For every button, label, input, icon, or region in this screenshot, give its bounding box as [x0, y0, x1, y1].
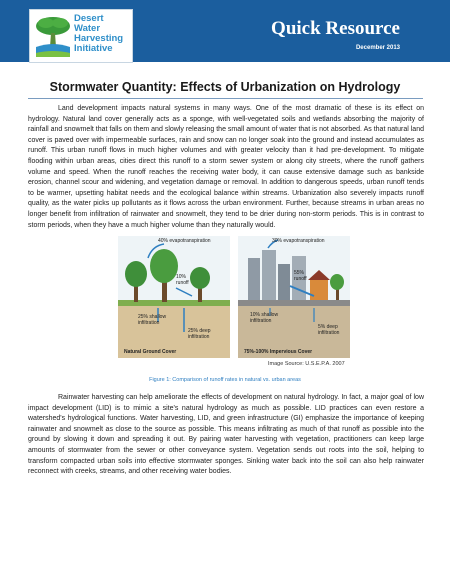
urban-panel — [238, 236, 350, 358]
urban-shallow-word: infiltration — [250, 318, 272, 324]
urban-deep-word: infiltration — [318, 330, 340, 336]
natural-shallow-word: infiltration — [138, 320, 160, 326]
natural-cover-label: Natural Ground Cover — [124, 349, 177, 355]
natural-panel — [118, 236, 230, 358]
logo-line: Harvesting — [74, 33, 124, 44]
logo — [29, 9, 133, 63]
natural-evapotranspiration-label: 40% evapotranspiration — [158, 238, 211, 244]
urban-deep-pct: 5% deep — [318, 324, 338, 330]
logo-line: Desert — [74, 13, 104, 24]
body-paragraph-1: Land development impacts natural systems in many ways. One of the most dramatic of these is its effect on hydrology. Natural land cover generally acts as a sponge, with well-vegetated soils and wetlands absorbing the majority of rainfall and snowmelt that falls on them and slowly releasing the small amount of water that is not absorbed. As that natural land cover is paved over with impermeable surfaces, rain and snow can no longer soak into the ground and instead accumulates as runoff. This urban runoff flows in much higher volumes and with greater velocity than it had pre-development. To mitigate flooding within urban areas, cities direct this runoff to a storm sewer system or along city streets, where the runoff gathers volume and speed. When the runoff reaches the receiving water body, it can cause extensive damage such as bankside erosion, channel scour and widening, and vegetation damage or removal. In addition to dangerous speeds, urban runoff tends to be warmer, upsetting habitat needs and the ecological balance within streams. Urbanization also severely impacts runoff quality, as the water picks up pollutants as it flows across the urban environment. Further, because streams in urban areas no longer benefit from infiltration of rainwater and snowmelt, they tend to be drier during non-storm periods. This is in contrast to storm periods, when they have a much higher volume than they naturally would. — [28, 105, 424, 229]
urban-runoff-word: runoff — [294, 276, 307, 282]
header-date: December 2013 — [355, 45, 400, 51]
natural-shallow-pct: 25% shallow — [138, 314, 167, 320]
urban-shallow-pct: 10% shallow — [250, 312, 279, 318]
logo-line: Water — [74, 23, 101, 34]
building-icon — [278, 264, 290, 300]
logo-text — [74, 14, 132, 54]
logo-line: Initiative — [74, 43, 113, 54]
natural-runoff-pct: 10% — [176, 274, 187, 280]
body-paragraph-2: Rainwater harvesting can help ameliorate the effects of development on natural hydrology. In fact, a major goal of low impact development (LID) is to mimic a site's natural hydrology as much as possible. LID practices can even restore a watershed's hydrological functions. Water harvesting, LID, and green infrastructure (GI) emphasize the importance of keeping rainwater and snowmelt as close to the source as possible. This means infiltrating as much of that runoff as possible into the ground by slowing it down and spreading it out. By pairing water harvesting with vegetation, practitioners can keep large amounts of stormwater from the sewer or other conveyance system. Vegetation sends out roots into the soil, helping to transform compacted urban soils into effective stormwater sponges. Sinking water back into the soil can also help rainwater reconnect with creeks, streams, and other receiving water bodies. — [28, 394, 424, 476]
urban-runoff-pct: 55% — [294, 270, 305, 276]
natural-deep-pct: 25% deep — [188, 328, 211, 334]
urban-cover-label: 75%-100% Impervious Cover — [244, 349, 313, 355]
building-icon — [248, 258, 260, 300]
figure-caption: Figure 1: Comparison of runoff rates in natural vs. urban areas — [149, 377, 301, 383]
building-icon — [262, 250, 276, 300]
image-source: Image Source: U.S.E.P.A. 2007 — [268, 361, 345, 367]
natural-deep-word: infiltration — [188, 334, 210, 340]
page-title: Stormwater Quantity: Effects of Urbanization on Hydrology — [49, 80, 401, 94]
urban-evapotranspiration-label: 30% evapotranspiration — [272, 238, 325, 244]
title-divider — [28, 98, 423, 99]
natural-runoff-word: runoff — [176, 280, 189, 286]
runoff-comparison-figure — [118, 236, 350, 358]
header-title: Quick Resource — [271, 18, 400, 39]
tree-logo-icon — [34, 13, 72, 59]
